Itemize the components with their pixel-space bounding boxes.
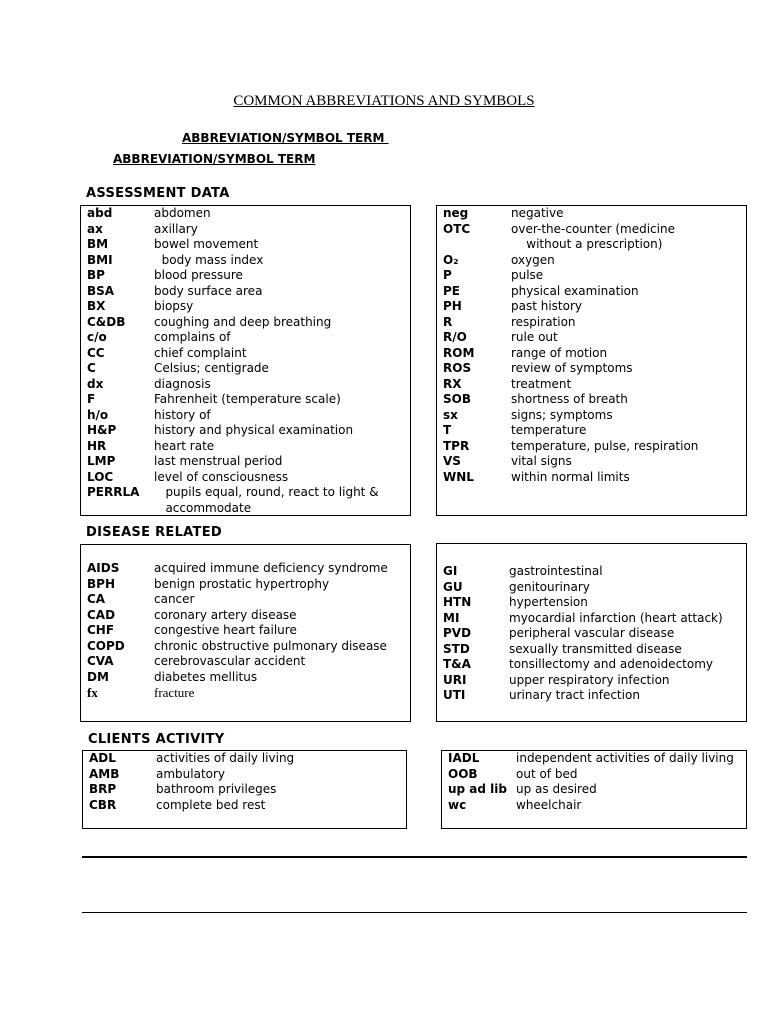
- table-row: [89, 767, 402, 782]
- table-row: [443, 564, 742, 579]
- abbreviation: URI: [443, 672, 467, 687]
- term: body surface area: [154, 283, 263, 298]
- abbreviation: CA: [87, 592, 106, 606]
- abbreviation: BX: [87, 299, 106, 313]
- abbreviation: C: [87, 361, 96, 375]
- table-row: [87, 253, 406, 268]
- term: ambulatory: [156, 766, 226, 781]
- term: diabetes mellitus: [154, 669, 258, 684]
- table-row: [87, 670, 406, 685]
- section-title-disease: DISEASE RELATED: [86, 525, 222, 540]
- term: diagnosis: [154, 376, 211, 391]
- abbreviation: ADL: [89, 751, 116, 765]
- abbreviation: fx: [87, 685, 98, 700]
- table-row: [443, 361, 742, 376]
- activity-right-table: [441, 750, 747, 829]
- term: coronary artery disease: [154, 607, 297, 622]
- term: history of: [154, 407, 211, 422]
- abbreviation: WNL: [443, 469, 474, 484]
- abbreviation: COPD: [87, 638, 125, 653]
- section-title-activity: CLIENTS ACTIVITY: [88, 732, 225, 747]
- term: pupils equal, round, react to light &: [154, 485, 379, 499]
- table-row: [443, 206, 742, 221]
- disease-left-table: [80, 544, 411, 722]
- term: pulse: [511, 268, 544, 282]
- term: past history: [511, 299, 583, 313]
- term: accommodate: [154, 500, 252, 515]
- page-title: COMMON ABBREVIATIONS AND SYMBOLS: [233, 93, 535, 109]
- abbreviation: ROS: [443, 361, 472, 375]
- table-row: [443, 299, 742, 314]
- table-row: [87, 330, 406, 345]
- table-row: [87, 485, 406, 500]
- term: biopsy: [154, 299, 194, 313]
- abbreviation: RX: [443, 376, 462, 391]
- abbreviation: dx: [87, 376, 104, 391]
- table-row: [443, 268, 742, 283]
- table-row: [87, 377, 406, 392]
- abbreviation: CBR: [89, 797, 117, 812]
- abbreviation: VS: [443, 454, 461, 468]
- table-row: [87, 501, 406, 516]
- table-row: [87, 577, 406, 592]
- table-row: [87, 623, 406, 638]
- table-row: [443, 470, 742, 485]
- table-row: [89, 782, 402, 797]
- assessment-right-table: [436, 205, 747, 516]
- abbreviation: LMP: [87, 454, 116, 468]
- term: without a prescription): [511, 237, 663, 251]
- term: history and physical examination: [154, 423, 354, 437]
- table-row: [443, 237, 742, 252]
- table-row: [89, 798, 402, 813]
- abbreviation: OTC: [443, 221, 471, 236]
- term: urinary tract infection: [509, 688, 640, 702]
- table-row: [87, 315, 406, 330]
- term: up as desired: [516, 782, 597, 796]
- table-row: [443, 222, 742, 237]
- term: independent activities of daily living: [516, 751, 734, 765]
- term: temperature: [511, 423, 587, 437]
- term: treatment: [511, 376, 572, 391]
- term: complains of: [154, 330, 231, 344]
- table-row: [443, 642, 742, 657]
- term: fracture: [154, 685, 195, 700]
- table-row: [443, 580, 742, 595]
- table-row: [443, 330, 742, 345]
- term: heart rate: [154, 438, 215, 453]
- abbreviation: ROM: [443, 345, 475, 360]
- abbreviation: h/o: [87, 407, 109, 422]
- table-row: [443, 595, 742, 610]
- table-row: [87, 423, 406, 438]
- table-row: [443, 673, 742, 688]
- abbreviation: AMB: [89, 766, 120, 781]
- abbreviation: R: [443, 314, 453, 329]
- table-row: [87, 237, 406, 252]
- table-row: [443, 454, 742, 469]
- term: physical examination: [511, 283, 639, 298]
- term: benign prostatic hypertrophy: [154, 576, 330, 591]
- abbreviation: BPH: [87, 576, 115, 591]
- term: rule out: [511, 330, 558, 344]
- abbreviation: PERRLA: [87, 485, 140, 499]
- term: genitourinary: [509, 579, 590, 594]
- abbreviation: neg: [443, 206, 469, 220]
- assessment-left-table: [80, 205, 411, 516]
- column-header-2: ABBREVIATION/SYMBOL TERM: [113, 152, 316, 166]
- table-row: [443, 439, 742, 454]
- table-row: [448, 751, 742, 766]
- divider-line-top: [82, 856, 747, 858]
- table-row: [89, 751, 402, 766]
- term: bathroom privileges: [156, 782, 277, 796]
- term: activities of daily living: [156, 751, 295, 765]
- section-title-assessment: ASSESSMENT DATA: [86, 186, 230, 201]
- table-row: [87, 284, 406, 299]
- term: range of motion: [511, 345, 608, 360]
- abbreviation: CVA: [87, 654, 114, 668]
- abbreviation: c/o: [87, 330, 107, 344]
- abbreviation: HR: [87, 438, 107, 453]
- term: oxygen: [511, 252, 555, 267]
- abbreviation: BM: [87, 237, 109, 251]
- term: review of symptoms: [511, 361, 633, 375]
- term: acquired immune deficiency syndrome: [154, 561, 388, 575]
- table-row: [87, 592, 406, 607]
- abbreviation: T&A: [443, 657, 471, 671]
- table-row: [448, 798, 742, 813]
- disease-right-table: [436, 543, 747, 722]
- abbreviation: PH: [443, 299, 462, 313]
- term: upper respiratory infection: [509, 672, 670, 687]
- table-row: [87, 561, 406, 576]
- term: vital signs: [511, 454, 572, 468]
- table-row: [87, 346, 406, 361]
- term: complete bed rest: [156, 797, 266, 812]
- term: myocardial infarction (heart attack): [509, 610, 723, 625]
- abbreviation: wc: [448, 797, 467, 812]
- table-row: [448, 767, 742, 782]
- abbreviation: IADL: [448, 751, 480, 765]
- table-row: [87, 608, 406, 623]
- abbreviation: sx: [443, 407, 458, 422]
- term: axillary: [154, 221, 198, 236]
- term: peripheral vascular disease: [509, 626, 675, 640]
- abbreviation: GI: [443, 564, 458, 578]
- abbreviation: BMI: [87, 252, 113, 267]
- table-row: [87, 470, 406, 485]
- term: cerebrovascular accident: [154, 654, 306, 668]
- table-row: [443, 626, 742, 641]
- term: Celsius; centigrade: [154, 361, 269, 375]
- abbreviation: UTI: [443, 688, 466, 702]
- table-row: [443, 346, 742, 361]
- abbreviation: PVD: [443, 626, 472, 640]
- term: blood pressure: [154, 268, 243, 282]
- term: bowel movement: [154, 237, 259, 251]
- term: respiration: [511, 314, 576, 329]
- abbreviation: C&DB: [87, 314, 126, 329]
- term: cancer: [154, 592, 195, 606]
- table-row: [87, 222, 406, 237]
- abbreviation: PE: [443, 283, 460, 298]
- term: tonsillectomy and adenoidectomy: [509, 657, 713, 671]
- table-row: [87, 454, 406, 469]
- term: temperature, pulse, respiration: [511, 438, 699, 453]
- table-row: [443, 253, 742, 268]
- table-row: [443, 611, 742, 626]
- abbreviation: ax: [87, 221, 103, 236]
- column-header-1: ABBREVIATION/SYMBOL TERM: [182, 131, 389, 145]
- table-row: [443, 688, 742, 703]
- term: over-the-counter (medicine: [511, 221, 675, 236]
- abbreviation: GU: [443, 579, 463, 594]
- table-row: [87, 685, 406, 700]
- abbreviation: abd: [87, 206, 113, 220]
- abbreviation: BSA: [87, 283, 115, 298]
- table-row: [443, 315, 742, 330]
- table-row: [443, 408, 742, 423]
- abbreviation: SOB: [443, 392, 471, 406]
- table-row: [443, 657, 742, 672]
- term: negative: [511, 206, 564, 220]
- table-row: [87, 361, 406, 376]
- table-row: [87, 654, 406, 669]
- abbreviation: CHF: [87, 623, 115, 637]
- term: level of consciousness: [154, 469, 289, 484]
- table-row: [87, 639, 406, 654]
- term: coughing and deep breathing: [154, 314, 332, 329]
- abbreviation: up ad lib: [448, 782, 507, 796]
- table-row: [443, 377, 742, 392]
- term: shortness of breath: [511, 392, 628, 406]
- term: out of bed: [516, 766, 578, 781]
- abbreviation: AIDS: [87, 561, 120, 575]
- term: congestive heart failure: [154, 623, 297, 637]
- abbreviation: T: [443, 423, 452, 437]
- term: gastrointestinal: [509, 564, 603, 578]
- term: last menstrual period: [154, 454, 283, 468]
- table-row: [443, 284, 742, 299]
- term: chief complaint: [154, 345, 247, 360]
- abbreviation: R/O: [443, 330, 467, 344]
- abbreviation: MI: [443, 610, 460, 625]
- abbreviation: CC: [87, 345, 105, 360]
- abbreviation: HTN: [443, 595, 472, 609]
- term: hypertension: [509, 595, 588, 609]
- term: within normal limits: [511, 469, 630, 484]
- term: sexually transmitted disease: [509, 641, 682, 656]
- abbreviation: P: [443, 268, 452, 282]
- abbreviation: OOB: [448, 766, 478, 781]
- table-row: [443, 392, 742, 407]
- term: abdomen: [154, 206, 211, 220]
- abbreviation: CAD: [87, 607, 116, 622]
- divider-line-bottom: [82, 912, 747, 913]
- term: body mass index: [154, 252, 264, 267]
- table-row: [87, 299, 406, 314]
- term: Fahrenheit (temperature scale): [154, 392, 341, 406]
- table-row: [87, 392, 406, 407]
- abbreviation: LOC: [87, 469, 114, 484]
- table-row: [443, 423, 742, 438]
- abbreviation: H&P: [87, 423, 117, 437]
- activity-left-table: [82, 750, 407, 829]
- table-row: [87, 206, 406, 221]
- abbreviation: BRP: [89, 782, 117, 796]
- term: wheelchair: [516, 797, 582, 812]
- table-row: [87, 439, 406, 454]
- term: chronic obstructive pulmonary disease: [154, 638, 387, 653]
- abbreviation: STD: [443, 641, 470, 656]
- abbreviation: TPR: [443, 438, 470, 453]
- table-row: [448, 782, 742, 797]
- table-row: [87, 268, 406, 283]
- abbreviation: F: [87, 392, 96, 406]
- abbreviation: O₂: [443, 252, 459, 267]
- abbreviation: BP: [87, 268, 105, 282]
- abbreviation: DM: [87, 669, 109, 684]
- table-row: [87, 408, 406, 423]
- term: signs; symptoms: [511, 407, 613, 422]
